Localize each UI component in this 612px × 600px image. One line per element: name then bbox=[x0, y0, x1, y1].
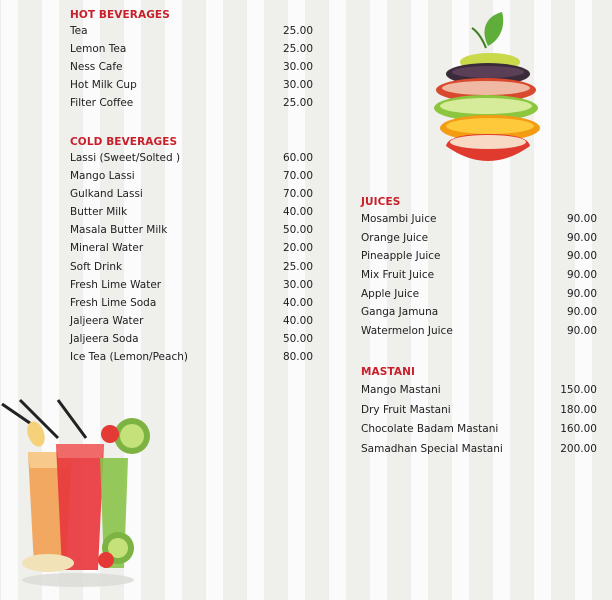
menu-item-name: Orange Juice bbox=[361, 231, 429, 244]
cold-beverages-list bbox=[70, 152, 313, 369]
menu-item-price: 30.00 bbox=[282, 278, 313, 291]
menu-item-row bbox=[361, 384, 597, 404]
menu-item-price: 50.00 bbox=[282, 332, 313, 345]
menu-item-price: 30.00 bbox=[282, 61, 313, 74]
menu-item-price: 25.00 bbox=[282, 25, 313, 37]
menu-item-row bbox=[361, 306, 597, 325]
menu-item-row bbox=[70, 351, 313, 369]
juices-list bbox=[361, 213, 597, 344]
menu-item-name: Dry Fruit Mastani bbox=[361, 403, 451, 416]
menu-item-name: Pineapple Juice bbox=[361, 250, 441, 263]
menu-item-name: Fresh Lime Water bbox=[70, 278, 162, 291]
menu-item-row bbox=[70, 242, 313, 260]
menu-item-name: Mosambi Juice bbox=[361, 213, 437, 225]
menu-item-name: Jaljeera Water bbox=[70, 314, 144, 327]
menu-item-name: Ness Cafe bbox=[70, 61, 123, 74]
menu-item-name: Ganga Jamuna bbox=[361, 306, 439, 319]
menu-item-name: Chocolate Badam Mastani bbox=[361, 423, 499, 436]
menu-item-row bbox=[361, 232, 597, 251]
menu-item-name: Mango Lassi bbox=[70, 170, 135, 183]
menu-item-row bbox=[361, 288, 597, 307]
menu-item-name: Butter Milk bbox=[70, 206, 128, 219]
menu-item-price: 40.00 bbox=[282, 296, 313, 309]
menu-item-price: 90.00 bbox=[566, 213, 597, 225]
menu-item-price: 160.00 bbox=[560, 423, 597, 436]
menu-item-price: 50.00 bbox=[282, 224, 313, 237]
menu-item-price: 40.00 bbox=[282, 206, 313, 219]
menu-item-row bbox=[70, 315, 313, 333]
menu-item-price: 200.00 bbox=[560, 442, 597, 455]
menu-item-price: 90.00 bbox=[566, 231, 597, 244]
menu-item-price: 60.00 bbox=[282, 152, 313, 164]
menu-item-row bbox=[361, 325, 597, 344]
menu-item-name: Watermelon Juice bbox=[361, 325, 453, 338]
menu-item-name: Mango Mastani bbox=[361, 384, 441, 396]
menu-item-name: Soft Drink bbox=[70, 260, 123, 273]
menu-item-name: Jaljeera Soda bbox=[70, 332, 139, 345]
menu-item-row bbox=[70, 206, 313, 224]
menu-item-price: 25.00 bbox=[282, 43, 313, 56]
menu-item-row bbox=[361, 269, 597, 288]
menu-item-name: Hot Milk Cup bbox=[70, 79, 137, 92]
menu-item-row bbox=[361, 404, 597, 424]
menu-item-row bbox=[70, 261, 313, 279]
menu-item-price: 90.00 bbox=[566, 250, 597, 263]
menu-item-price: 70.00 bbox=[282, 170, 313, 183]
hot-beverages-heading: HOT BEVERAGES bbox=[70, 9, 170, 21]
menu-item-row bbox=[70, 333, 313, 351]
juice-glasses-image bbox=[0, 398, 160, 596]
menu-item-price: 30.00 bbox=[282, 79, 313, 92]
menu-item-row bbox=[70, 43, 313, 61]
menu-item-name: Gulkand Lassi bbox=[70, 188, 143, 201]
menu-item-row bbox=[361, 423, 597, 443]
fruit-stack-image bbox=[428, 8, 540, 168]
menu-item-row bbox=[361, 250, 597, 269]
hot-beverages-list bbox=[70, 25, 313, 115]
menu-item-name: Tea bbox=[70, 25, 88, 37]
menu-item-name: Samadhan Special Mastani bbox=[361, 442, 503, 455]
menu-item-price: 80.00 bbox=[282, 351, 313, 364]
menu-item-row bbox=[361, 213, 597, 232]
menu-item-row bbox=[361, 443, 597, 463]
mastani-heading: MASTANI bbox=[361, 366, 416, 378]
menu-item-price: 90.00 bbox=[566, 287, 597, 300]
menu-item-name: Filter Coffee bbox=[70, 97, 134, 110]
menu-item-row bbox=[70, 61, 313, 79]
menu-item-name: Ice Tea (Lemon/Peach) bbox=[70, 351, 188, 364]
menu-item-price: 90.00 bbox=[566, 325, 597, 338]
menu-item-name: Lassi (Sweet/Solted ) bbox=[70, 152, 181, 164]
menu-item-row bbox=[70, 297, 313, 315]
menu-item-row bbox=[70, 152, 313, 170]
juices-heading: JUICES bbox=[361, 196, 401, 208]
menu-item-row bbox=[70, 188, 313, 206]
menu-item-name: Fresh Lime Soda bbox=[70, 296, 157, 309]
menu-item-row bbox=[70, 170, 313, 188]
menu-item-name: Masala Butter Milk bbox=[70, 224, 168, 237]
menu-item-price: 25.00 bbox=[282, 260, 313, 273]
menu-item-name: Lemon Tea bbox=[70, 43, 127, 56]
mastani-list bbox=[361, 384, 597, 462]
menu-item-price: 25.00 bbox=[282, 97, 313, 110]
menu-item-name: Apple Juice bbox=[361, 287, 420, 300]
menu-item-row bbox=[70, 224, 313, 242]
menu-item-row bbox=[70, 279, 313, 297]
menu-item-price: 70.00 bbox=[282, 188, 313, 201]
menu-item-price: 90.00 bbox=[566, 306, 597, 319]
menu-item-row bbox=[70, 97, 313, 115]
menu-item-price: 20.00 bbox=[282, 242, 313, 255]
menu-item-name: Mineral Water bbox=[70, 242, 144, 255]
cold-beverages-heading: COLD BEVERAGES bbox=[70, 136, 178, 148]
menu-item-row bbox=[70, 25, 313, 43]
menu-item-price: 180.00 bbox=[560, 403, 597, 416]
menu-item-price: 40.00 bbox=[282, 314, 313, 327]
menu-item-price: 90.00 bbox=[566, 269, 597, 282]
menu-item-row bbox=[70, 79, 313, 97]
menu-item-price: 150.00 bbox=[560, 384, 597, 396]
menu-item-name: Mix Fruit Juice bbox=[361, 269, 435, 282]
